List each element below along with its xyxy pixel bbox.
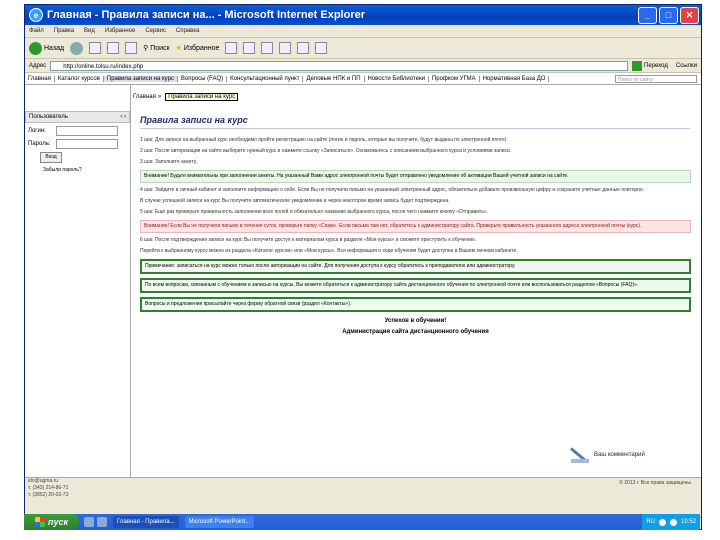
minimize-button[interactable]: _ — [638, 7, 657, 24]
page-title: Правила записи на курс — [140, 115, 248, 125]
messenger-icon[interactable] — [315, 42, 327, 54]
history-icon[interactable] — [225, 42, 237, 54]
step-1: 1 шаг. Для записи на выбранный курс необходимо пройти регистрацию на сайте (логин и пароль, которые вы получите, будут выданы по электронной почте). — [140, 137, 508, 143]
forgot-password-link[interactable]: Забыли пароль? — [43, 167, 82, 173]
tray-icon-1[interactable] — [659, 519, 666, 526]
clock: 10:52 — [680, 519, 696, 525]
nav-npk[interactable]: Деловые НПК и ПП — [303, 76, 364, 82]
favorites-button[interactable] — [176, 44, 220, 52]
login-button[interactable]: Вход — [40, 152, 62, 163]
start-button[interactable] — [24, 514, 79, 530]
step-6-note: Перейти к выбранному курсу можно из раздела «Каталог курсов» или «Мои курсы». Вся информация о ходе обучения будет доступна в Вашем личном кабинете. — [140, 248, 518, 254]
notice-green-2: Примечание: записаться на курс можно только после авторизации на сайте. Для получения доступа к курсу обратитесь к преподавателю или администратору. — [140, 259, 691, 274]
back-label: Назад — [44, 44, 65, 52]
star-icon: ★ — [175, 45, 182, 52]
login-header-label: Пользователь — [29, 114, 68, 120]
step-5: 5 шаг. Ещё раз проверьте правильность заполнения всех полей и обязательно название выбранного курса, после чего нажмите кнопку «Отправить». — [140, 209, 488, 215]
refresh-icon[interactable] — [107, 42, 119, 54]
nav-faq[interactable]: Вопросы (FAQ) — [178, 76, 227, 82]
footer-phone-2: т. (3852) 20-03-73 — [28, 492, 69, 498]
login-header — [25, 111, 130, 123]
menu-help[interactable]: Справка — [175, 28, 200, 34]
ie-quicklaunch-icon[interactable] — [97, 517, 107, 527]
login-input[interactable] — [56, 126, 118, 136]
browser-window — [24, 4, 702, 530]
password-input[interactable] — [56, 139, 118, 149]
menu-favorites[interactable]: Избранное — [104, 28, 136, 34]
step-2: 2 шаг. После авторизации на сайте выберите нужный курс и нажмите ссылку «Записаться». Ознакомьтесь с описанием выбранного курса и условиями записи. — [140, 148, 512, 154]
comments-link[interactable] — [569, 445, 645, 465]
nav-normative[interactable]: Нормативная База ДО — [480, 76, 550, 82]
notice-green-3: По всем вопросам, связанным с обучением и записью на курсы, Вы можете обратиться к администратору сайта дистанционного обучения по электронной почте или воспользоваться разделом «Вопросы (FAQ)». — [140, 278, 691, 293]
step-6: 6 шаг. После подтверждения записи на курс Вы получите доступ к материалам курса в разделе «Мои курсы» и сможете приступить к обучению. — [140, 237, 477, 243]
menu-file[interactable]: Файл — [29, 28, 44, 34]
go-arrow-icon — [632, 61, 642, 71]
step-3: 3 шаг. Заполните анкету. — [140, 159, 198, 165]
page-footer — [25, 477, 701, 518]
password-label: Пароль: — [28, 141, 51, 147]
nav-rules[interactable]: Правила записи на курс — [104, 76, 178, 82]
desktop-icon[interactable] — [84, 517, 94, 527]
links-button[interactable]: Ссылки — [675, 62, 697, 69]
forward-arrow-icon — [70, 42, 83, 55]
breadcrumb — [133, 93, 238, 101]
left-column — [25, 85, 131, 477]
toolbar — [25, 38, 701, 59]
breadcrumb-sep: » — [157, 94, 162, 100]
system-tray — [642, 514, 700, 530]
maximize-button[interactable]: □ — [659, 7, 678, 24]
close-button[interactable]: ✕ — [680, 7, 699, 24]
nav-consult[interactable]: Консультационный пункт — [227, 76, 303, 82]
windows-flag-icon — [35, 517, 45, 527]
start-label: пуск — [47, 517, 69, 527]
pen-icon — [569, 445, 591, 465]
stop-icon[interactable] — [89, 42, 101, 54]
notice-green-4: Вопросы и предложения присылайте через форму обратной связи (раздел «Контакты»). — [140, 297, 691, 312]
task-powerpoint[interactable]: Microsoft PowerPoint... — [185, 516, 255, 528]
breadcrumb-current: Правила записи на курс — [165, 93, 238, 101]
language-indicator[interactable]: RU — [646, 519, 655, 525]
taskbar — [24, 514, 700, 530]
footer-phone-1: т. (343) 214-86-71 — [28, 485, 69, 491]
nav-home[interactable]: Главная — [25, 76, 55, 82]
collapse-icon[interactable]: ‹ › — [120, 114, 126, 120]
breadcrumb-home[interactable]: Главная — [133, 94, 156, 100]
search-icon: ⚲ — [143, 45, 149, 52]
go-button[interactable] — [632, 61, 668, 71]
comments-label: Ваш комментарий — [594, 452, 645, 458]
footer-copyright: © 2013 г. Все права защищены — [619, 480, 691, 486]
address-input[interactable]: http://online.tolsu.ru/index.php — [50, 61, 628, 71]
search-button[interactable] — [143, 44, 170, 52]
step-4: 4 шаг. Зайдите в личный кабинет и заполните информацию о себе. Если Вы не получили письмо на указанный электронный адрес, обязательно добавьте произвольную цифру и сохраните учетные данные повторно. — [140, 187, 645, 193]
quick-launch — [84, 517, 107, 527]
mail-icon[interactable] — [243, 42, 255, 54]
success-text: Успехов в обучении! — [384, 318, 447, 324]
nav-library[interactable]: Новости Библиотеки — [365, 76, 429, 82]
notice-green-1: Внимание! Будьте внимательны при заполнении анкеты. На указанный Вами адрос электронной почты будет отправлено уведомление об активации Вашей учетной записи на сайте. — [140, 170, 691, 183]
search-label: Поиск — [150, 44, 170, 52]
address-label: Адрес — [29, 62, 47, 69]
home-icon[interactable] — [125, 42, 137, 54]
nav-union[interactable]: Профком УГМА — [429, 76, 480, 82]
menu-tools[interactable]: Сервис — [145, 28, 166, 34]
nav-catalog[interactable]: Каталог курсов — [55, 76, 104, 82]
menu-bar — [25, 25, 701, 38]
title-divider — [140, 128, 690, 129]
page-content — [25, 85, 701, 477]
password-row — [25, 139, 130, 149]
notice-red: Внимание! Если Вы не получили письмо в течение суток, проверьте папку «Спам». Если письма там нет, обратитесь к администратору сайта. Проверьте правильность указанного адреса электронной почты (курс). — [140, 220, 691, 233]
site-search-input[interactable]: Поиск по сайту — [615, 75, 697, 83]
article — [140, 137, 691, 335]
task-ie[interactable]: Главная - Правила... — [113, 516, 179, 528]
favorites-label: Избранное — [183, 44, 220, 52]
login-label: Логин: — [28, 128, 46, 134]
folder-icon[interactable] — [297, 42, 309, 54]
site-nav — [25, 73, 701, 85]
login-row — [25, 126, 130, 136]
tray-icon-2[interactable] — [670, 519, 677, 526]
edit-icon[interactable] — [279, 42, 291, 54]
admin-signature: Администрация сайта дистанционного обучения — [342, 329, 489, 335]
title-bar — [25, 5, 701, 25]
address-bar — [25, 59, 701, 73]
footer-email[interactable]: ido@ugma.ru — [28, 478, 59, 484]
window-title: Главная - Правила записи на... - Microsoft Internet Explorer — [47, 9, 366, 21]
print-icon[interactable] — [261, 42, 273, 54]
menu-view[interactable]: Вид — [84, 28, 95, 34]
go-label: Переход — [644, 62, 668, 69]
forward-button[interactable] — [70, 42, 83, 55]
back-button[interactable] — [29, 42, 64, 55]
back-arrow-icon — [29, 42, 42, 55]
ie-icon: e — [29, 8, 43, 22]
menu-edit[interactable]: Правка — [53, 28, 75, 34]
step-4-note: В случае успешной записи на курс Вы получите автоматическое уведомление и через некоторое время запись будет подтверждена. — [140, 198, 450, 204]
